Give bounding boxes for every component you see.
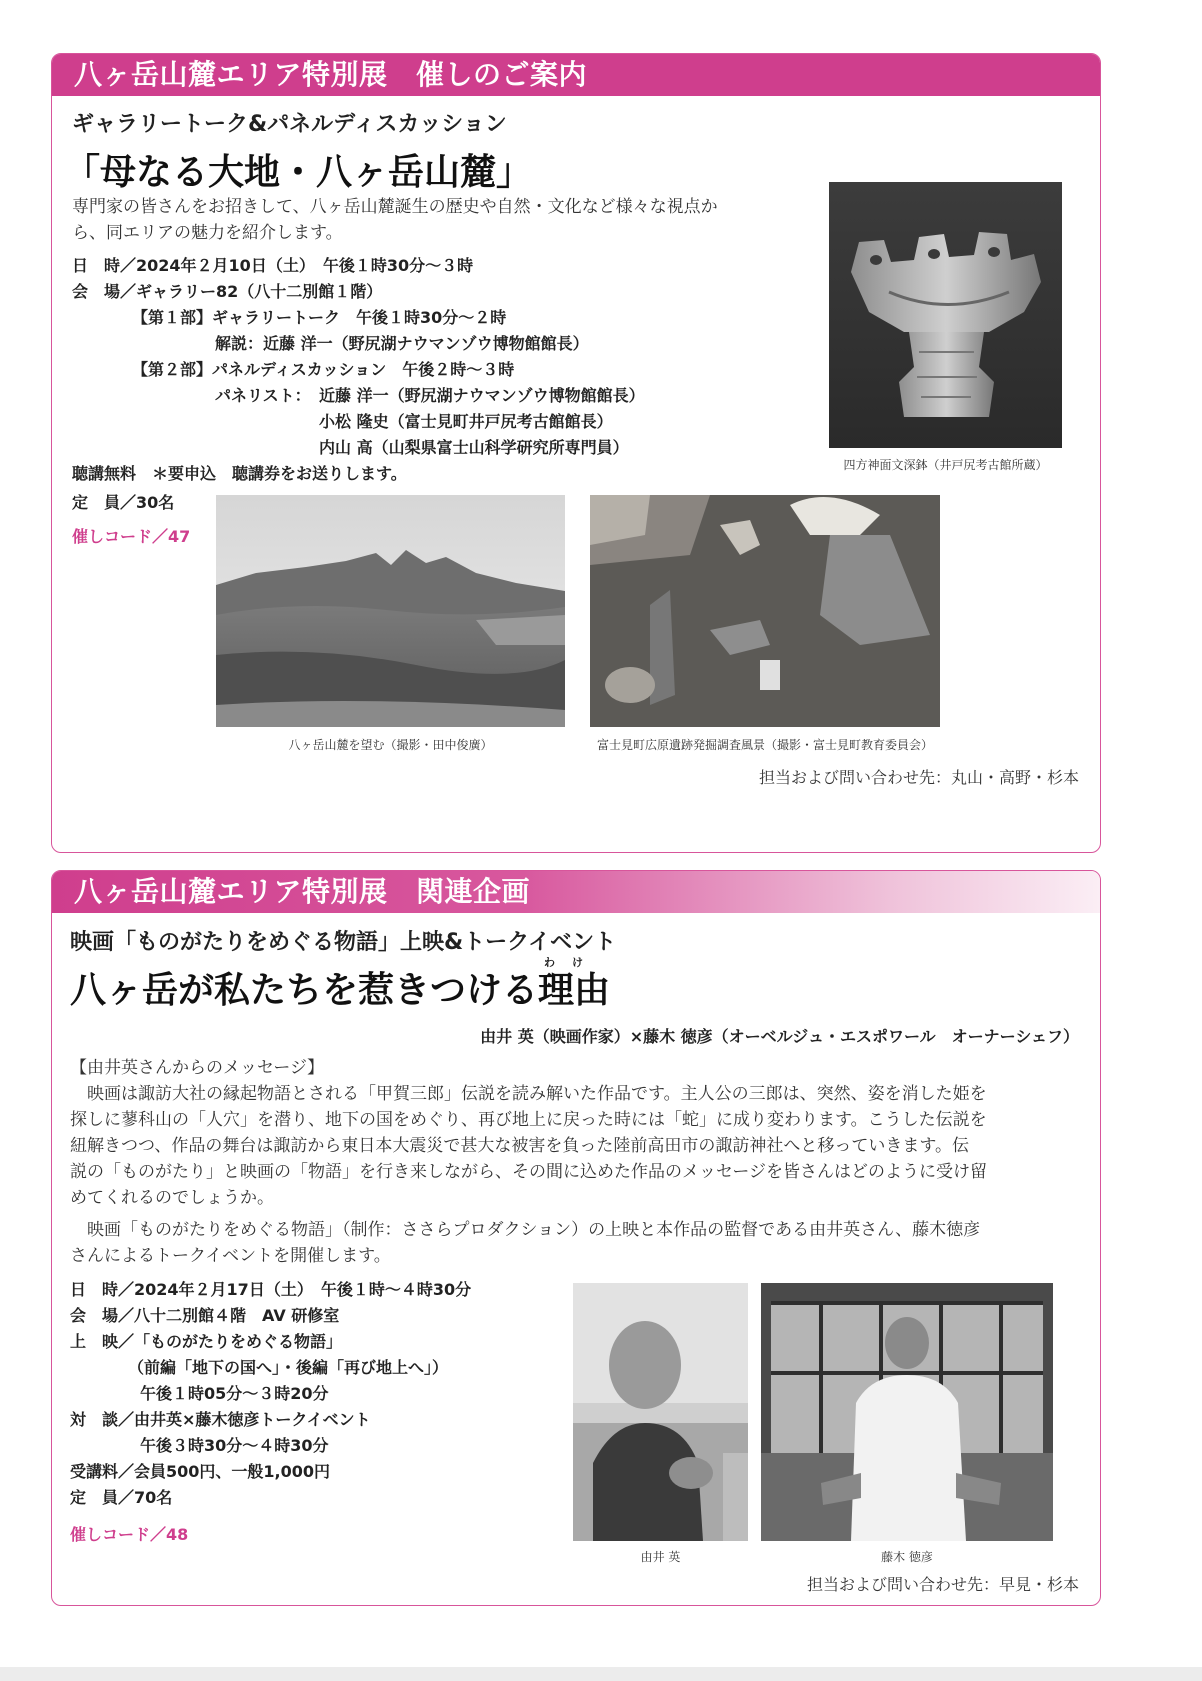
- fee-row: [70, 1459, 330, 1485]
- venue-value: ／八十二別館４階 AV 研修室: [118, 1306, 340, 1325]
- date-label: 日 時: [70, 1280, 119, 1299]
- panelist-3: 内山 高（山梨県富士山科学研究所専門員）: [319, 438, 629, 457]
- desc-line-1: 映画「ものがたりをめぐる物語」（制作：ささらプロダクション）の上映と本作品の監督である由井英さん、藤木徳彦: [70, 1220, 981, 1240]
- event-title: 八ヶ岳が私たちを惹きつける理由: [70, 970, 611, 1011]
- part2-row: 【第２部】パネルディスカッション 午後２時～３時: [132, 360, 515, 379]
- venue-label: 会 場: [72, 282, 121, 301]
- capacity-value: ／30名: [120, 493, 175, 512]
- message-line-1: 映画は諏訪大社の縁起物語とされる「甲賀三郎」伝説を読み解いた作品です。主人公の三郎は、突然、姿を消した姫を: [70, 1084, 987, 1104]
- screening-value: ／「ものがたりをめぐる物語」: [118, 1332, 343, 1351]
- part1-row: 【第１部】ギャラリートーク 午後１時30分～２時: [132, 308, 507, 327]
- message-line-5: めてくれるのでしょうか。: [70, 1188, 274, 1208]
- talk-time: 午後３時30分～４時30分: [140, 1436, 329, 1455]
- fee-label: 受講料: [70, 1462, 119, 1481]
- screening-detail: （前編「地下の国へ」・後編「再び地上へ」）: [128, 1358, 449, 1377]
- desc-line-2: さんによるトークイベントを開催します。: [70, 1246, 391, 1266]
- contact-info: 担当および問い合わせ先：丸山・高野・杉本: [758, 768, 1079, 787]
- venue-row: [70, 1303, 339, 1329]
- page-footer-bar: [0, 1667, 1202, 1681]
- ruby-ke: け: [572, 956, 583, 969]
- ruby-wa: わ: [544, 956, 555, 969]
- intro-line-2: ら、同エリアの魅力を紹介します。: [72, 223, 343, 243]
- message-heading: 【由井英さんからのメッセージ】: [70, 1058, 324, 1078]
- venue-value: ／ギャラリー82（八十二別館１階）: [120, 282, 383, 301]
- talk-label: 対 談: [70, 1410, 119, 1429]
- event-title: 「母なる大地・八ヶ岳山麓」: [64, 152, 533, 193]
- talk-value: ／由井英×藤木徳彦トークイベント: [118, 1410, 371, 1429]
- screening-label: 上 映: [70, 1332, 119, 1351]
- message-line-2: 探しに蓼科山の「人穴」を潜り、地下の国をめぐり、再び地上に戻った時には「蛇」に成り変わります。こうした伝説を: [70, 1110, 987, 1130]
- pot-photo: [829, 182, 1062, 448]
- fee-row: 聴講無料 ＊要申込 聴講券をお送りします。: [72, 464, 407, 483]
- excavation-photo: [590, 495, 940, 727]
- event-section-film: [51, 870, 1101, 1606]
- fee-value: ／会員500円、一般1,000円: [118, 1462, 331, 1481]
- yui-portrait: [573, 1283, 748, 1541]
- message-line-3: 紐解きつつ、作品の舞台は諏訪から東日本大震災で甚大な被害を負った陸前高田市の諏訪神社へと移っていきます。伝: [70, 1136, 969, 1156]
- panelist-label: パネリスト：: [215, 386, 311, 405]
- mountain-photo: [216, 495, 565, 727]
- excavation-caption: 富士見町広原遺跡発掘調査風景（撮影・富士見町教育委員会）: [596, 738, 933, 752]
- panelist-2: 小松 隆史（富士見町井戸尻考古館館長）: [319, 412, 613, 431]
- intro-line-1: 専門家の皆さんをお招きして、八ヶ岳山麓誕生の歴史や自然・文化など様々な視点か: [72, 197, 718, 217]
- date-label: 日 時: [72, 256, 121, 275]
- capacity-label: 定 員: [72, 493, 121, 512]
- contact-info: 担当および問い合わせ先：早見・杉本: [806, 1575, 1079, 1594]
- yui-caption: 由井 英: [640, 1550, 681, 1564]
- event-subtitle: ギャラリートーク&パネルディスカッション: [72, 112, 507, 137]
- capacity-label: 定 員: [70, 1488, 119, 1507]
- part1-guide: 解説：近藤 洋一（野尻湖ナウマンゾウ博物館館長）: [215, 334, 589, 353]
- capacity-value: ／70名: [118, 1488, 173, 1507]
- section-header: 八ヶ岳山麓エリア特別展 催しのご案内: [52, 54, 1100, 96]
- message-line-4: 説の「ものがたり」と映画の「物語」を行き来しながら、その間に込めた作品のメッセージを皆さんはどのように受け留: [70, 1162, 987, 1182]
- event-code: 催しコード／47: [72, 527, 191, 546]
- date-value: ／2024年２月10日（土） 午後１時30分～３時: [120, 256, 474, 275]
- event-section-gallery-talk: [51, 53, 1101, 853]
- panelist-1: 近藤 洋一（野尻湖ナウマンゾウ博物館館長）: [319, 386, 645, 405]
- fujiki-caption: 藤木 徳彦: [881, 1550, 933, 1564]
- date-value: ／2024年２月17日（土） 午後１時～４時30分: [118, 1280, 472, 1299]
- screening-time: 午後１時05分～３時20分: [140, 1384, 329, 1403]
- venue-label: 会 場: [70, 1306, 119, 1325]
- screening-row: [70, 1329, 342, 1355]
- fujiki-portrait: [761, 1283, 1053, 1541]
- event-code: 催しコード／48: [70, 1525, 189, 1544]
- venue-row: [72, 279, 382, 305]
- speakers: 由井 英（映画作家）×藤木 徳彦（オーベルジュ・エスポワール オーナーシェフ）: [480, 1027, 1079, 1046]
- date-row: [70, 1277, 471, 1303]
- section-header: 八ヶ岳山麓エリア特別展 関連企画: [52, 871, 1100, 913]
- talk-row: [70, 1407, 371, 1433]
- pot-caption: 四方神面文深鉢（井戸尻考古館所蔵）: [843, 458, 1048, 472]
- date-row: [72, 253, 473, 279]
- capacity-row: [70, 1485, 172, 1511]
- mountain-caption: 八ヶ岳山麓を望む（撮影・田中俊廣）: [288, 738, 493, 752]
- event-subtitle: 映画「ものがたりをめぐる物語」上映&トークイベント: [70, 930, 617, 955]
- capacity-row: [72, 490, 174, 516]
